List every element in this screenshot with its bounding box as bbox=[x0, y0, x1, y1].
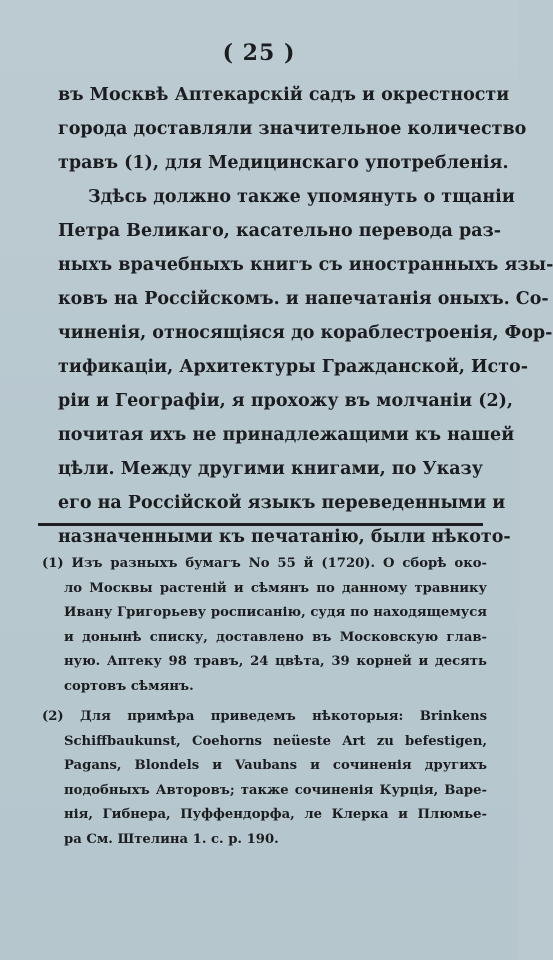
text-line: чиненія, относящіяся до кораблестроенія, Фор- bbox=[58, 323, 553, 343]
page-number: ( 25 ) bbox=[222, 40, 296, 66]
footnote-2 bbox=[42, 705, 487, 852]
text-line: почитая ихъ не принадлежащими къ нашей bbox=[58, 425, 515, 445]
text-line: ныхъ врачебныхъ книгъ съ иностранныхъ язы- bbox=[58, 255, 553, 275]
text-line: цѣли. Между другими книгами, по Указу bbox=[58, 459, 483, 479]
text-line: ріи и Географіи, я прохожу въ молчаніи (2), bbox=[58, 391, 514, 411]
text-line: Петра Великаго, касательно перевода раз- bbox=[58, 221, 501, 241]
footnote-line: ло Москвы растеній и сѣмянъ по данному травнику bbox=[64, 580, 487, 596]
footnote-line: (1) Изъ разныхъ бумагъ No 55 й (1720). О сборѣ око- bbox=[42, 556, 487, 571]
text-line: тификаціи, Архитектуры Гражданской, Исто- bbox=[58, 357, 528, 377]
footnote-line: подобныхъ Авторовъ; также сочиненія Курція, Варе- bbox=[64, 782, 487, 798]
text-line: въ Москвѣ Аптекарскій садъ и окрестности bbox=[58, 85, 510, 105]
footnote-line: нія, Гибнера, Пуффендорфа, ле Клерка и Плюмье- bbox=[64, 807, 487, 822]
footnote-line: ную. Аптеку 98 травъ, 24 цвѣта, 39 корней и десять bbox=[64, 654, 487, 669]
footnote-line: ра См. Штелина 1. с. р. 190. bbox=[64, 831, 279, 847]
text-line: города доставляли значительное количество bbox=[58, 119, 527, 139]
footnote-line: (2) Для примѣра приведемъ нѣкоторыя: Brinkens bbox=[42, 709, 487, 724]
text-line: назначенными къ печатанію, были нѣкото- bbox=[58, 527, 511, 547]
text-line: Здѣсь должно также упомянуть о тщаніи bbox=[88, 187, 515, 207]
footnote-line: Ивану Григорьеву росписанію, судя по находящемуся bbox=[64, 605, 487, 620]
text-line: его на Россійской языкъ переведенными и bbox=[58, 493, 506, 513]
footnotes bbox=[42, 552, 487, 852]
text-line: ковъ на Россійскомъ. и напечатанія оныхъ. Со- bbox=[58, 289, 549, 309]
footnote-1 bbox=[42, 552, 487, 699]
footnote-separator bbox=[38, 523, 483, 526]
footnote-line: Schiffbaukunst, Coehorns neüeste Art zu befestigen, bbox=[64, 733, 487, 749]
main-text bbox=[58, 78, 553, 554]
footnote-line: и донынѣ списку, доставлено въ Московскую глав- bbox=[64, 629, 487, 645]
footnote-line: Pagans, Blondels и Vaubans и сочиненія другихъ bbox=[64, 758, 487, 773]
text-line: травъ (1), для Медицинскаго употребленія. bbox=[58, 153, 509, 173]
footnote-line: сортовъ сѣмянъ. bbox=[64, 678, 194, 694]
